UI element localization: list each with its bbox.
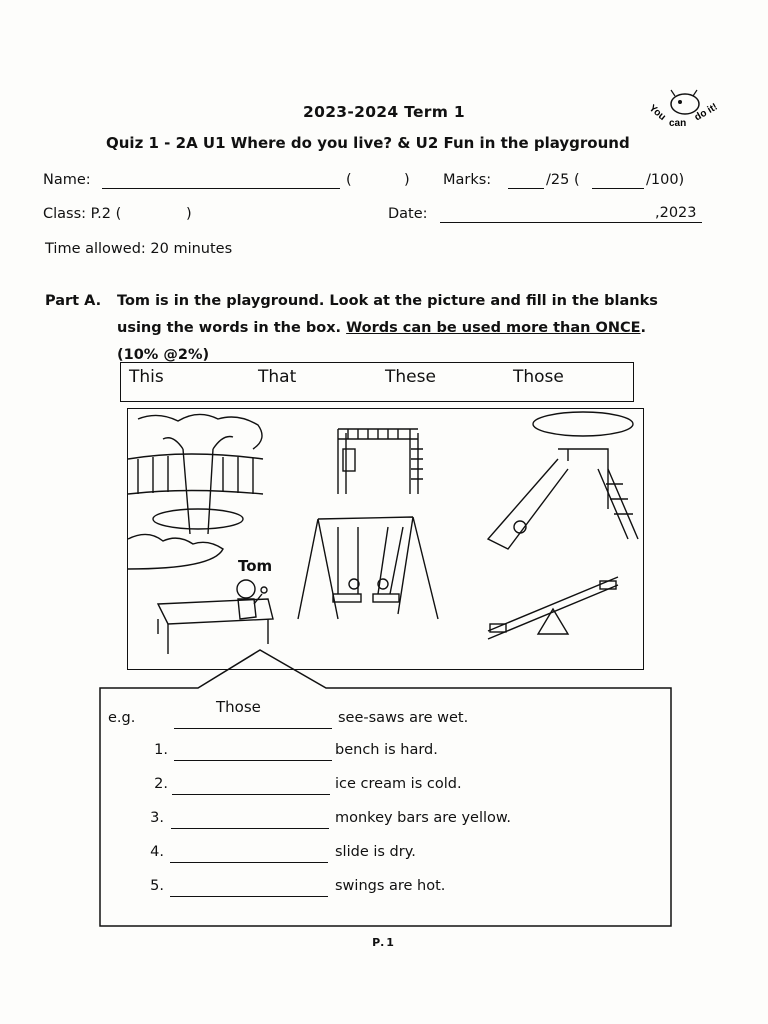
tree-trunk bbox=[183, 449, 213, 534]
swings bbox=[298, 517, 438, 619]
question-number: 4. bbox=[150, 844, 164, 860]
name-label: Name: bbox=[43, 172, 91, 188]
class-paren-close: ) bbox=[186, 206, 192, 222]
answer-field-2[interactable] bbox=[172, 776, 330, 795]
tree-canopy bbox=[138, 414, 262, 449]
word-these: These bbox=[385, 367, 436, 387]
answer-field-5[interactable] bbox=[170, 878, 328, 897]
question-text: slide is dry. bbox=[335, 844, 416, 860]
tom-on-bench bbox=[158, 580, 273, 654]
svg-text:You: You bbox=[646, 102, 668, 123]
marks-percent-field[interactable] bbox=[592, 170, 644, 189]
answer-field-1[interactable] bbox=[174, 742, 332, 761]
bush bbox=[128, 534, 223, 569]
word-this: This bbox=[129, 367, 164, 387]
answer-field-4[interactable] bbox=[170, 844, 328, 863]
fence bbox=[128, 454, 263, 494]
part-a-label: Part A. bbox=[45, 293, 102, 309]
tom-label: Tom bbox=[238, 557, 273, 575]
date-year: ,2023 bbox=[655, 205, 697, 221]
you-can-do-it-logo bbox=[645, 82, 725, 132]
question-text: bench is hard. bbox=[335, 742, 438, 758]
playground-illustration bbox=[128, 409, 643, 669]
marks-percent: /100) bbox=[646, 172, 685, 188]
svg-text:can: can bbox=[669, 118, 687, 129]
see-saw bbox=[488, 577, 618, 639]
instruction-period: . bbox=[640, 320, 647, 336]
marks-out-of: /25 ( bbox=[546, 172, 580, 188]
question-text: ice cream is cold. bbox=[335, 776, 462, 792]
page-number: P.1 bbox=[372, 936, 396, 949]
slide bbox=[488, 449, 638, 549]
instruction-line-1: Tom is in the playground. Look at the picture and fill in the blanks bbox=[117, 293, 658, 309]
class-label: Class: P.2 ( bbox=[43, 206, 122, 222]
question-text: swings are hot. bbox=[335, 878, 446, 894]
word-those: Those bbox=[513, 367, 564, 387]
island bbox=[533, 412, 633, 436]
word-that: That bbox=[258, 367, 297, 387]
question-number: 5. bbox=[150, 878, 164, 894]
marks-field[interactable] bbox=[508, 170, 544, 189]
date-label: Date: bbox=[388, 206, 428, 222]
question-number: 2. bbox=[154, 776, 168, 792]
quiz-subtitle: Quiz 1 - 2A U1 Where do you live? & U2 Fun in the playground bbox=[106, 134, 630, 152]
answer-field-3[interactable] bbox=[171, 810, 329, 829]
question-number: 1. bbox=[154, 742, 168, 758]
playground-picture bbox=[127, 408, 644, 670]
time-allowed: Time allowed: 20 minutes bbox=[45, 241, 233, 257]
question-number: 3. bbox=[150, 810, 164, 826]
answer-box bbox=[98, 648, 673, 928]
instruction-emphasis: Words can be used more than ONCE bbox=[346, 320, 641, 336]
example-answer: Those bbox=[216, 698, 261, 716]
question-number: e.g. bbox=[108, 710, 136, 726]
svg-text:do it!: do it! bbox=[692, 101, 720, 124]
instruction-line-2 bbox=[117, 315, 658, 342]
class-number-paren-close: ) bbox=[404, 172, 410, 188]
question-text: see-saws are wet. bbox=[338, 710, 469, 726]
class-number-paren-open: ( bbox=[346, 172, 352, 188]
part-a-instructions bbox=[117, 288, 658, 342]
monkey-bars bbox=[338, 429, 423, 494]
name-field[interactable] bbox=[102, 170, 340, 189]
marks-label: Marks: bbox=[443, 172, 492, 188]
page-title: 2023-2024 Term 1 bbox=[303, 103, 465, 121]
instruction-line-2-text: using the words in the box. bbox=[117, 320, 342, 336]
word-box bbox=[120, 362, 634, 402]
question-text: monkey bars are yellow. bbox=[335, 810, 512, 826]
part-a-marks: (10% @2%) bbox=[117, 347, 210, 363]
